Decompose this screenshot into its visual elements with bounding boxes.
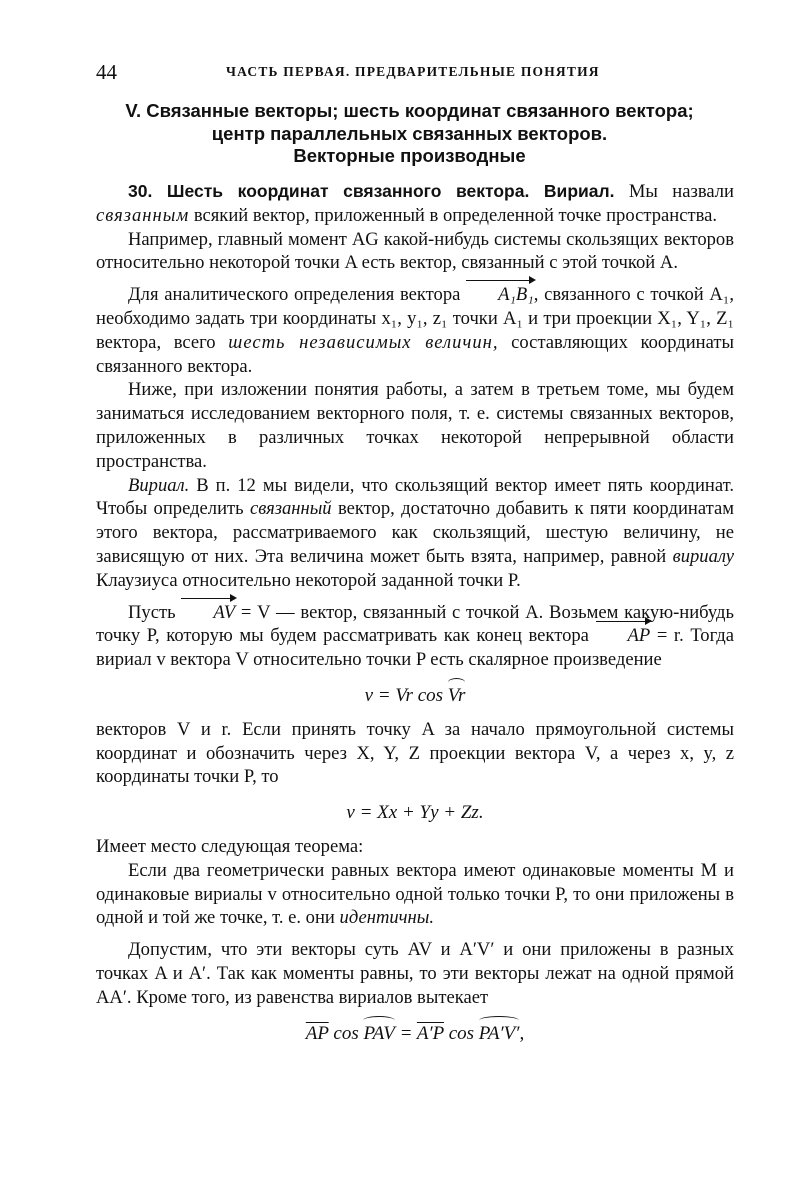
paragraph-5: Вириал. В п. 12 мы видели, что скользящий вектор имеет пять координат. Чтобы определить связанный вектор, достаточно добавить к пяти координатам этого вектора, рассматриваемого как скользящий, шестую величину, не зависящую от них. Эта величина может быть взята, например, равной вириалу Клаузиуса относительно некоторой заданной точки P. [96, 474, 734, 591]
emphasis: Вириал. [128, 474, 190, 496]
emphasis: идентичны. [339, 907, 435, 929]
section-heading-line-3: Векторные производные [293, 145, 526, 166]
segment-symbol: A′P [416, 1022, 444, 1044]
paragraph-8: Имеет место следующая теорема: [96, 835, 364, 857]
segment-symbol: $\overline{AP}$ [305, 1022, 329, 1044]
vector-symbol: AP [596, 624, 651, 648]
angle-symbol: Vr [447, 684, 466, 706]
paragraph-3: Для аналитического определения вектора A₁B₁, связанного с точкой A₁, необходимо задать три координаты x₁, y₁, z₁ точки A₁ и три проекции X₁, Y₁, Z₁ вектора, всего шесть независимых величин, составляющих координаты связанного вектора. [96, 284, 735, 377]
section-heading [80, 100, 739, 168]
paragraph-10: Допустим, что эти векторы суть AV и A′V′ и они приложены в разных точках A и A′. Так как моменты равны, то эти векторы лежат на одной прямой AA′. Кроме того, из равенства вириалов вытекает [96, 939, 734, 1008]
paragraph-6: Пусть AV = V — вектор, связанный с точкой A. Возьмем какую-нибудь точку P, которую мы будем рассматривать как конец вектора AP = r. Тогда вириал v вектора V относительно точки P есть скалярное произведение [96, 601, 735, 671]
emphasis: вириалу [672, 545, 734, 567]
page-number: 44 [96, 60, 117, 84]
paragraph-4: Ниже, при изложении понятия работы, а затем в третьем томе, мы будем заниматься исследованием векторного поля, т. е. системы связанных векторов, приложенных в различных точках некоторой непрерывной области пространства. [96, 379, 734, 472]
paragraph-1: 30. Шесть координат связанного вектора. Вириал. Мы назвали связанным всякий вектор, приложенный в определенной точке пространства. [96, 181, 734, 226]
running-head: ЧАСТЬ ПЕРВАЯ. ПРЕДВАРИТЕЛЬНЫЕ ПОНЯТИЯ [226, 64, 600, 79]
emphasis: связанный [249, 498, 332, 520]
formula-equal-virials: $\overline{AP}$ cos PAV = A′P cos PA′V′, [305, 1022, 525, 1044]
subsection-title: 30. Шесть координат связанного вектора. Вириал. [128, 181, 615, 201]
page-header [96, 60, 703, 84]
vector-symbol: A₁B₁ [466, 283, 534, 307]
angle-symbol: PA′V′ [478, 1022, 520, 1044]
section-heading-line-1: V. Связанные векторы; шесть координат связанного вектора; [125, 100, 694, 121]
paragraph-9: Если два геометрически равных вектора имеют одинаковые моменты M и одинаковые вириалы v относительно одной только точки P, то они приложены в одной и той же точке, т. е. они идентичны. [96, 859, 734, 929]
emphasis: шесть независимых величин, [228, 331, 499, 353]
paragraph-7: векторов V и r. Если принять точку A за начало прямоугольной системы координат и обозначить через X, Y, Z проекции вектора V, а через x, y, z координаты точки P, то [96, 718, 734, 788]
formula-virial: v = Vr cos Vr [364, 684, 466, 706]
section-heading-line-2: центр параллельных связанных векторов. [211, 122, 608, 144]
vector-symbol: AV [181, 601, 235, 625]
paragraph-2: Например, главный момент AG какой-нибудь системы скользящих векторов относительно некоторой точки A есть вектор, связанный с этой точкой A. [96, 228, 734, 274]
body-text [96, 180, 734, 1055]
angle-symbol: PAV [363, 1022, 395, 1044]
emphasis: связанным [96, 204, 190, 226]
formula-virial-coordinates: v = Xx + Yy + Zz. [346, 802, 484, 824]
